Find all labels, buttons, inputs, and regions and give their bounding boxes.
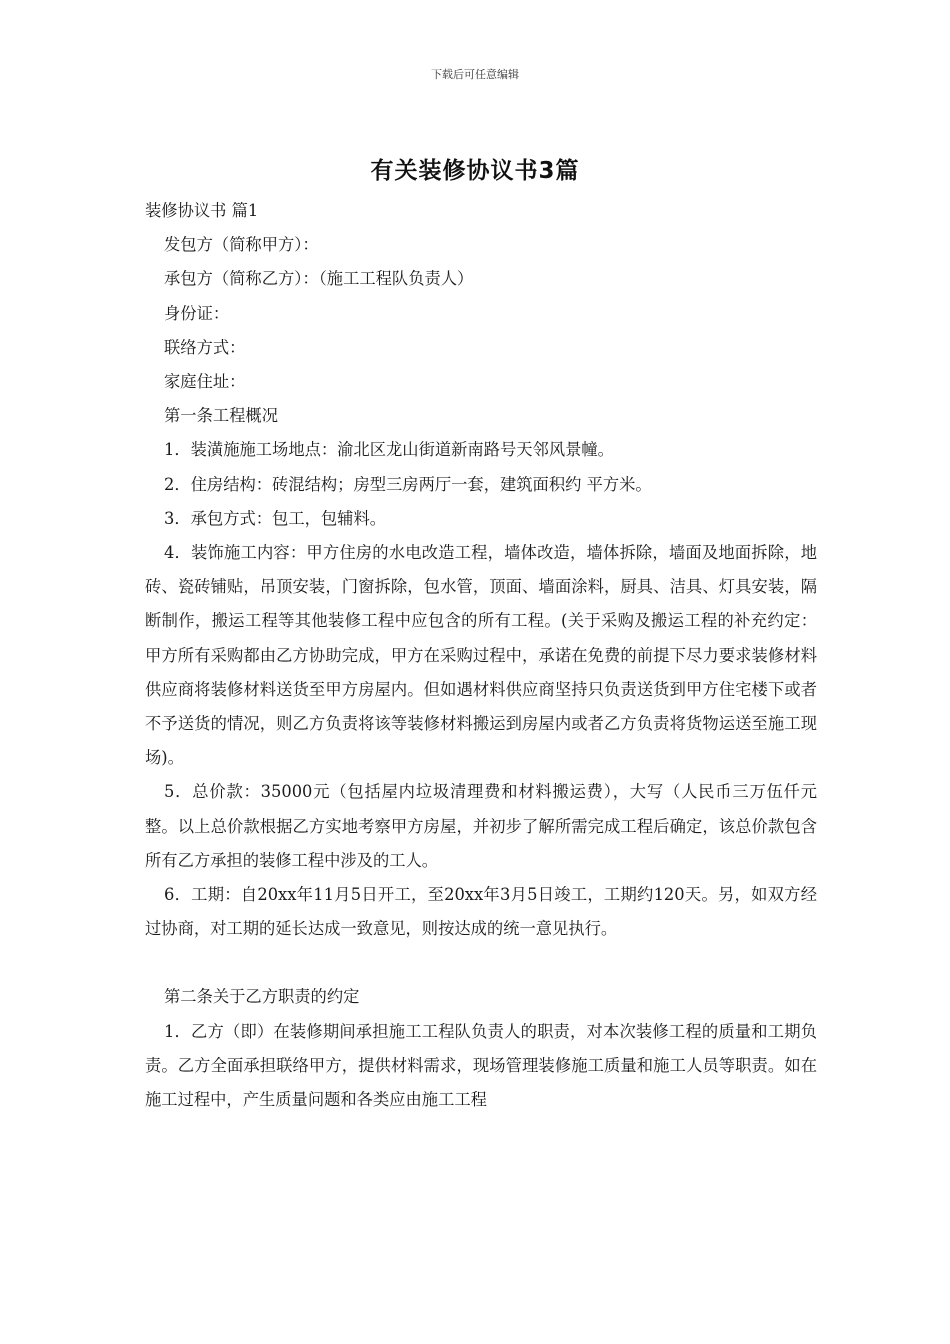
address-line: 家庭住址： <box>164 372 246 392</box>
clause-paragraph: 2．住房结构：砖混结构；房型三房两厅一套，建筑面积约 平方米。 <box>164 474 652 494</box>
paragraph-gap <box>145 946 817 980</box>
contact-line: 联络方式： <box>164 337 246 357</box>
clause-paragraph: 6．工期：自20xx年11月5日开工，至20xx年3月5日竣工，工期约120天。另，如双方经过协商，对工期的延长达成一致意见，则按达成的统一意见执行。 <box>145 885 817 939</box>
clause-paragraph: 4．装饰施工内容：甲方住房的水电改造工程，墙体改造，墙体拆除，墙面及地面拆除，地砖、瓷砖铺贴，吊顶安装，门窗拆除，包水管，顶面、墙面涂料，厨具、洁具、灯具安装，隔断制作，搬运工程等其他装修工程中应包含的所有工程。(关于采购及搬运工程的补充约定：甲方所有采购都由乙方协助完成，甲方在采购过程中，承诺在免费的前提下尽力要求装修材料供应商将装修材料送货至甲方房屋内。但如遇材料供应商坚持只负责送货到甲方住宅楼下或者不予送货的情况，则乙方负责将该等装修材料搬运到房屋内或者乙方负责将货物运送至施工现场)。 <box>145 543 817 768</box>
section-heading: 装修协议书 篇1 <box>145 201 259 220</box>
document-body <box>145 194 817 1117</box>
article-heading: 第二条关于乙方职责的约定 <box>164 987 360 1007</box>
clause-paragraph: 1．乙方（即）在装修期间承担施工工程队负责人的职责，对本次装修工程的质量和工期负责。乙方全面承担联络甲方，提供材料需求，现场管理装修施工质量和施工人员等职责。如在施工过程中，产生质量问题和各类应由施工工程 <box>145 1021 817 1110</box>
article-heading: 第一条工程概况 <box>164 406 278 426</box>
document-title: 有关装修协议书3篇 <box>370 158 580 184</box>
party-a-line: 发包方（简称甲方）： <box>164 235 319 255</box>
header-note: 下载后可任意编辑 <box>431 68 519 81</box>
id-line: 身份证： <box>164 303 230 323</box>
clause-paragraph: 5．总价款：35000元（包括屋内垃圾清理费和材料搬运费），大写（人民币三万伍仟元整。以上总价款根据乙方实地考察甲方房屋，并初步了解所需完成工程后确定，该总价款包含所有乙方承担的装修工程中涉及的工人。 <box>145 782 817 870</box>
party-b-line: 承包方（简称乙方）：（施工工程队负责人） <box>164 269 474 289</box>
clause-paragraph: 1．装潢施施工场地点：渝北区龙山街道新南路号天邻风景幢。 <box>164 440 614 460</box>
clause-paragraph: 3．承包方式：包工，包辅料。 <box>164 508 387 528</box>
